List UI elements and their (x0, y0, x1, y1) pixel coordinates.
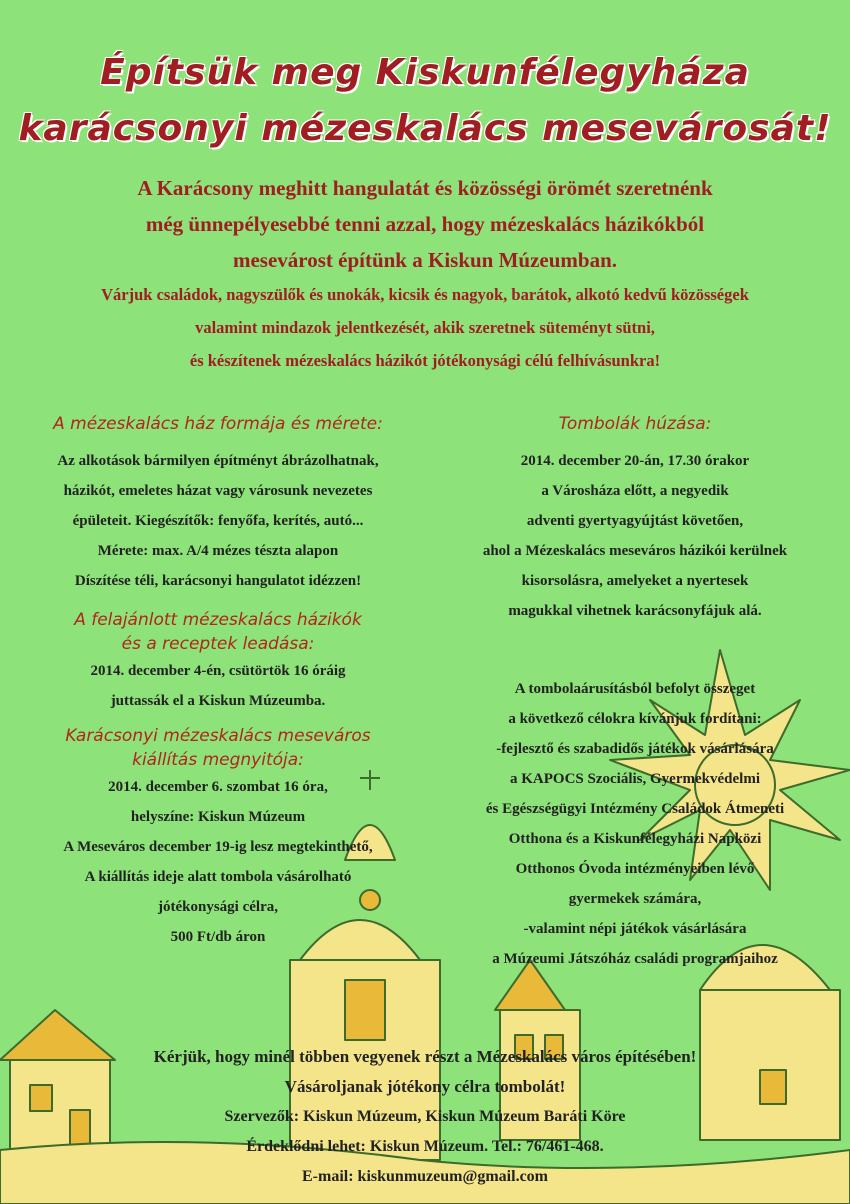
submit-heading: A felajánlott mézeskalács házikók (74, 610, 362, 630)
opening-line: jótékonysági célra, (158, 899, 278, 915)
raffle-heading: Tombolák húzása: (558, 414, 712, 434)
proceeds-line: Otthona és a Kiskunfélegyházi Napközi (508, 831, 762, 847)
opening-line: helyszíne: Kiskun Múzeum (130, 809, 306, 825)
proceeds-line: -valamint népi játékok vásárlására (523, 921, 747, 937)
form-line: Mérete: max. A/4 mézes tészta alapon (97, 543, 339, 559)
raffle-line: 2014. december 20-án, 17.30 órakor (520, 453, 750, 469)
proceeds-line: A tombolaárusításból befolyt összeget (514, 681, 756, 697)
form-line: házikót, emeletes házat vagy városunk nevezetes (63, 483, 373, 499)
raffle-appeal: Vásároljanak jótékony célra tombolát! (284, 1077, 566, 1096)
proceeds-line: Otthonos Óvoda intézményeiben lévő (515, 861, 755, 877)
intro-invite-line: és készítenek mézeskalács házikót jótékonysági célú felhívásunkra! (189, 351, 661, 370)
intro-line: még ünnepélyesebbé tenni azzal, hogy mézeskalács házikókból (145, 212, 705, 236)
submit-line: juttassák el a Kiskun Múzeumba. (110, 693, 326, 709)
intro-invite-line: valamint mindazok jelentkezését, akik szeretnek süteményt sütni, (195, 318, 655, 337)
intro-line: A Karácsony meghitt hangulatát és közösségi örömét szeretnénk (137, 176, 713, 200)
opening-line: A kiállítás ideje alatt tombola vásárolható (84, 869, 352, 885)
proceeds-line: -fejlesztő és szabadidős játékok vásárlására (496, 741, 774, 757)
raffle-line: kisorsolásra, amelyeket a nyertesek (521, 573, 749, 589)
intro-invite-line: Várjuk családok, nagyszülők és unokák, kicsik és nagyok, barátok, alkotó kedvű közösségek (101, 285, 749, 304)
opening-heading: Karácsonyi mézeskalács meseváros (65, 726, 371, 746)
proceeds-line: és Egészségügyi Intézmény Családok Átmeneti (485, 801, 785, 817)
intro-block (0, 170, 850, 377)
title-line-2: karácsonyi mézeskalács mesevárosát! (18, 108, 832, 149)
opening-line: 500 Ft/db áron (170, 929, 266, 945)
contact-email: E-mail: kiskunmuzeum@gmail.com (302, 1168, 548, 1185)
opening-line: A Meseváros december 19-ig lesz megtekinthető, (63, 839, 373, 855)
form-line: épületeit. Kiegészítők: fenyőfa, kerítés, autó... (72, 513, 364, 529)
bottom-block (0, 1042, 850, 1192)
submit-heading: és a receptek leadása: (121, 634, 315, 654)
raffle-line: magukkal vihetnek karácsonyfájuk alá. (508, 603, 762, 619)
form-heading: A mézeskalács ház formája és mérete: (53, 414, 383, 434)
title-line-1: Építsük meg Kiskunfélegyháza (100, 52, 750, 93)
opening-line: 2014. december 6. szombat 16 óra, (108, 779, 328, 795)
opening-heading: kiállítás megnyitója: (132, 750, 304, 770)
contact-phone: Érdeklődni lehet: Kiskun Múzeum. Tel.: 76/461-468. (246, 1138, 604, 1155)
proceeds-line: a Múzeumi Játszóház családi programjaihoz (492, 951, 778, 967)
right-column (430, 412, 840, 974)
proceeds-line: gyermekek számára, (568, 891, 702, 907)
intro-line: mesevárost építünk a Kiskun Múzeumban. (232, 248, 618, 272)
form-line: Az alkotások bármilyen építményt ábrázolhatnak, (57, 453, 379, 469)
proceeds-line: a következő célokra kívánjuk fordítani: (508, 711, 762, 727)
submit-line: 2014. december 4-én, csütörtök 16 óráig (90, 663, 346, 679)
raffle-line: a Városháza előtt, a negyedik (541, 483, 729, 499)
organizers: Szervezők: Kiskun Múzeum, Kiskun Múzeum Baráti Köre (224, 1108, 626, 1125)
form-line: Díszítése téli, karácsonyi hangulatot idézzen! (74, 573, 362, 589)
raffle-line: ahol a Mézeskalács meseváros házikói kerülnek (482, 543, 788, 559)
proceeds-line: a KAPOCS Szociális, Gyermekvédelmi (510, 771, 760, 787)
raffle-line: adventi gyertyagyújtást követően, (526, 513, 744, 529)
call-to-action: Kérjük, hogy minél többen vegyenek részt a Mézeskalács város építésében! (153, 1047, 697, 1066)
left-column (8, 412, 428, 952)
